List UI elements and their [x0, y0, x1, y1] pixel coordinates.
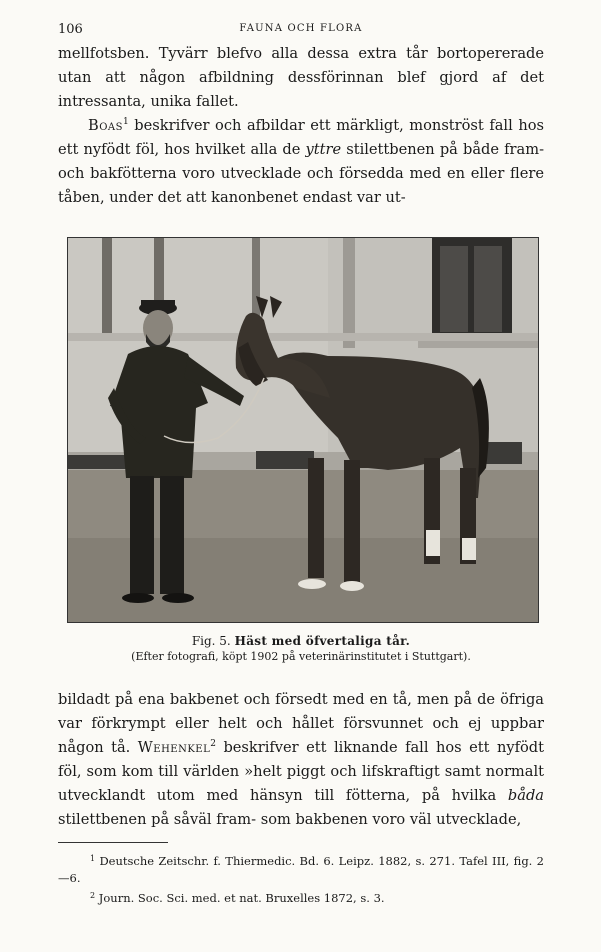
- page: [58, 20, 544, 210]
- paragraph-2: [58, 114, 544, 210]
- caption-title-line: [58, 633, 544, 649]
- footnote-1-number: 1: [90, 854, 96, 863]
- footnote-2: [58, 887, 544, 907]
- page-number: 106: [58, 22, 83, 37]
- footnote-ref-1[interactable]: 1: [123, 117, 129, 127]
- body-text-bottom: [58, 688, 544, 832]
- emphasis-yttre: yttre: [305, 141, 342, 158]
- footnote-1: [58, 850, 544, 887]
- figure-title: Häst med öfvertaliga tår.: [234, 634, 411, 648]
- figure-caption: [58, 633, 544, 665]
- figure-photo: [67, 237, 539, 623]
- footnote-2-number: 2: [90, 891, 96, 900]
- paragraph-3-text-c: stilettbenen på såväl fram- som bakbenen voro väl utvecklade,: [58, 811, 522, 828]
- footnote-2-text: Journ. Soc. Sci. med. et nat. Bruxelles 1872, s. 3.: [98, 891, 385, 905]
- body-text-top: [58, 42, 544, 210]
- footnote-1-text: Deutsche Zeitschr. f. Thiermedic. Bd. 6. Leipz. 1882, s. 271. Tafel III, fig. 2—6.: [58, 854, 544, 885]
- page-header: [58, 20, 544, 42]
- figure-label: Fig. 5.: [191, 634, 231, 648]
- paragraph-3: [58, 688, 544, 832]
- author-boas: Boas: [88, 117, 123, 134]
- footnotes: [58, 850, 544, 907]
- paragraph-3-text-b: beskrifver ett liknande fall hos ett nyfödt föl, som kom till världen »helt piggt och lifskraftigt samt normalt utvecklandt utom med hänsyn till fötterna, på hvilka: [58, 739, 544, 804]
- author-wehenkel: Wehenkel: [137, 739, 211, 756]
- paragraph-2-text-a: beskrifver och afbildar ett märkligt, monströst fall hos ett nyfödt föl, hos hvilket alla de: [58, 117, 544, 158]
- running-title: FAUNA OCH FLORA: [239, 23, 363, 34]
- paragraph-2-text-b: stilettbenen på både fram- och bakfötterna voro utvecklade och försedda med en eller flere tåben, under det att kanonbenet endast var ut-: [58, 141, 544, 206]
- paragraph-3-text-a: bildadt på ena bakbenet och försedt med en tå, men på de öfriga var förkrympt eller helt och hållet försvunnet och ej uppbar någon tå.: [58, 691, 544, 756]
- paragraph-1: mellfotsben. Tyvärr blefvo alla dessa extra tår bortopererade utan att någon afbildning dessförinnan blef gjord af det intressanta, unika fallet.: [58, 45, 544, 110]
- footnote-ref-2[interactable]: 2: [210, 739, 216, 749]
- emphasis-bada: båda: [507, 787, 544, 804]
- footnote-divider: [58, 842, 168, 843]
- figure-credit: (Efter fotografi, köpt 1902 på veterinärinstitutet i Stuttgart).: [131, 650, 471, 663]
- horse-photo: [68, 238, 538, 622]
